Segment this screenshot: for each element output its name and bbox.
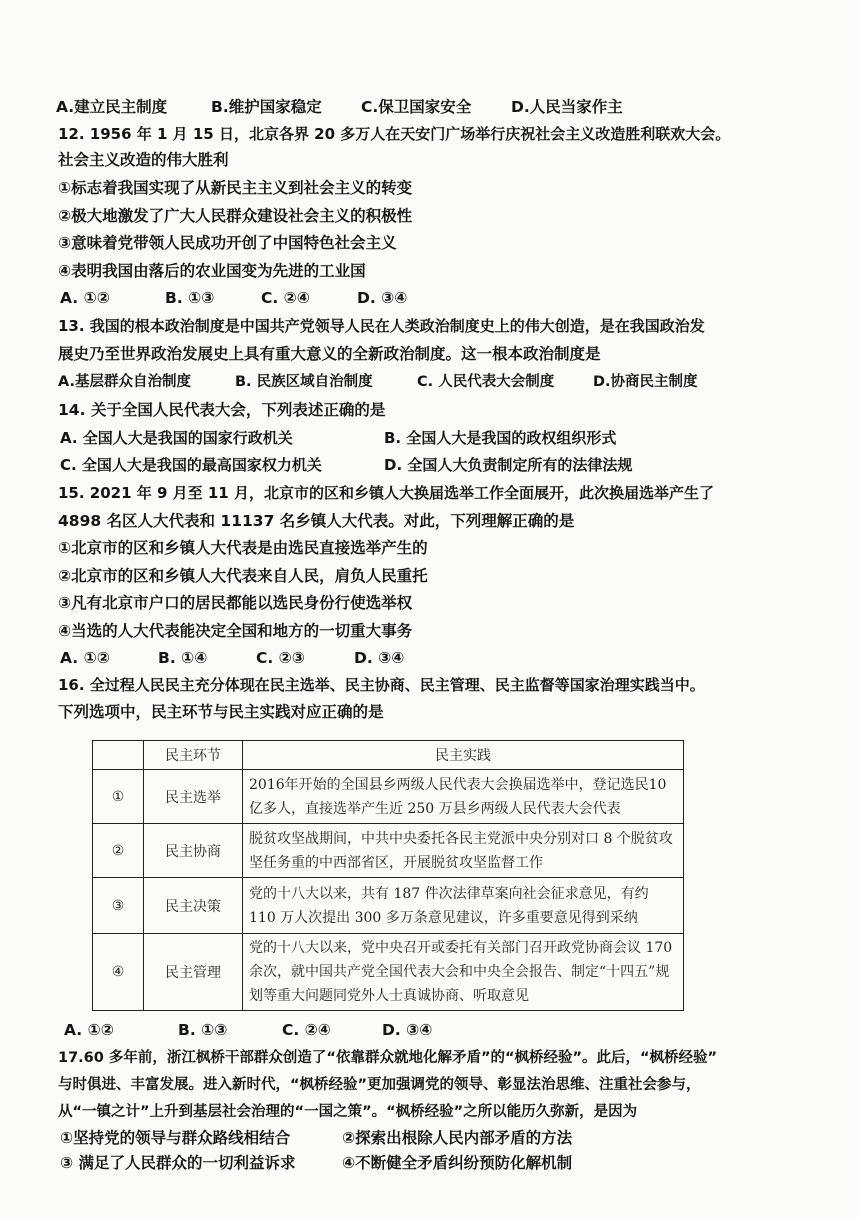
option-a[interactable]: A. ①② bbox=[60, 649, 110, 667]
q15-item-1: ①北京市的区和乡镇人大代表是由选民直接选举产生的 bbox=[58, 539, 428, 557]
option-c[interactable]: C. ②④ bbox=[282, 1021, 331, 1039]
q16-stem-line2: 下列选项中，民主环节与民主实践对应正确的是 bbox=[58, 703, 384, 721]
option-a[interactable]: A.建立民主制度 bbox=[56, 98, 168, 116]
option-b[interactable]: B.维护国家稳定 bbox=[211, 98, 322, 116]
q17-item-4: ④不断健全矛盾纠纷预防化解机制 bbox=[342, 1154, 573, 1172]
q15-stem-line2: 4898 名区人大代表和 11137 名乡镇人大代表。对此，下列理解正确的是 bbox=[58, 512, 575, 530]
option-c[interactable]: C. ②④ bbox=[261, 289, 310, 307]
option-d[interactable]: D.人民当家作主 bbox=[511, 98, 623, 116]
option-a[interactable]: A. ①② bbox=[60, 289, 110, 307]
q12-item-3: ③意味着党带领人民成功开创了中国特色社会主义 bbox=[58, 234, 397, 252]
q12-stem-line2: 社会主义改造的伟大胜利 bbox=[58, 151, 229, 169]
table-header-row bbox=[93, 741, 684, 770]
table-row bbox=[93, 770, 684, 824]
header-number bbox=[93, 741, 144, 770]
table-row bbox=[93, 824, 684, 878]
row-number: ③ bbox=[93, 878, 144, 934]
q15-item-3: ③凡有北京市户口的居民都能以选民身份行使选举权 bbox=[58, 594, 413, 612]
option-b[interactable]: B. ①③ bbox=[178, 1021, 228, 1039]
democracy-practice-table bbox=[92, 740, 684, 1011]
row-link: 民主决策 bbox=[144, 878, 243, 934]
q12-stem-line1: 12. 1956 年 1 月 15 日，北京各界 20 多万人在天安门广场举行庆祝社会主义改造胜利联欢大会。 bbox=[58, 125, 731, 143]
q14-options-row1 bbox=[60, 426, 616, 450]
q12-options bbox=[60, 286, 407, 310]
row-link: 民主协商 bbox=[144, 824, 243, 878]
header-practice: 民主实践 bbox=[243, 741, 684, 770]
table-row bbox=[93, 878, 684, 934]
option-d[interactable]: D. ③④ bbox=[357, 289, 408, 307]
q12-item-2: ②极大地激发了广大人民群众建设社会主义的积极性 bbox=[58, 207, 413, 225]
q12-item-1: ①标志着我国实现了从新民主主义到社会主义的转变 bbox=[58, 179, 413, 197]
q17-item-2: ②探索出根除人民内部矛盾的方法 bbox=[342, 1129, 573, 1147]
q16-options bbox=[64, 1018, 432, 1042]
option-d[interactable]: D. ③④ bbox=[382, 1021, 433, 1039]
q17-item-1: ①坚持党的领导与群众路线相结合 bbox=[60, 1129, 291, 1147]
row-number: ④ bbox=[93, 934, 144, 1011]
row-link: 民主管理 bbox=[144, 934, 243, 1011]
option-b[interactable]: B. 民族区域自治制度 bbox=[235, 374, 373, 390]
table-row bbox=[93, 934, 684, 1011]
row-practice: 脱贫攻坚战期间，中共中央委托各民主党派中央分别对口 8 个脱贫攻坚任务重的中西部省区，开展脱贫攻坚监督工作 bbox=[243, 824, 684, 878]
option-b[interactable]: B. ①③ bbox=[165, 289, 215, 307]
q15-options bbox=[60, 646, 404, 670]
q13-stem-line1: 13. 我国的根本政治制度是中国共产党领导人民在人类政治制度史上的伟大创造，是在我国政治发 bbox=[58, 317, 705, 335]
row-practice: 党的十八大以来，党中央召开或委托有关部门召开政党协商会议 170 余次，就中国共产党全国代表大会和中央全会报告、制定“十四五”规划等重大问题同党外人士真诚协商、听取意见 bbox=[243, 934, 684, 1011]
option-b[interactable]: B. ①④ bbox=[158, 649, 208, 667]
q17-stem-line2: 与时俱进、丰富发展。进入新时代，“枫桥经验”更加强调党的领导、彰显法治思维、注重社会参与， bbox=[58, 1077, 701, 1093]
option-d[interactable]: D. 全国人大负责制定所有的法律法规 bbox=[384, 456, 633, 474]
q14-stem: 14. 关于全国人民代表大会，下列表述正确的是 bbox=[58, 401, 386, 419]
row-practice: 党的十八大以来，共有 187 件次法律草案向社会征求意见，有约 110 万人次提出 300 多万条意见建议，许多重要意见得到采纳 bbox=[243, 878, 684, 934]
option-a[interactable]: A. 全国人大是我国的国家行政机关 bbox=[60, 429, 293, 447]
option-c[interactable]: C. ②③ bbox=[256, 649, 305, 667]
q15-item-2: ②北京市的区和乡镇人大代表来自人民，肩负人民重托 bbox=[58, 567, 428, 585]
row-practice: 2016年开始的全国县乡两级人民代表大会换届选举中，登记选民10亿多人，直接选举产生近 250 万县乡两级人民代表大会代表 bbox=[243, 770, 684, 824]
header-link: 民主环节 bbox=[144, 741, 243, 770]
option-a[interactable]: A. ①② bbox=[64, 1021, 114, 1039]
option-d[interactable]: D. ③④ bbox=[354, 649, 405, 667]
option-c[interactable]: C. 人民代表大会制度 bbox=[417, 374, 555, 390]
q17-item-3: ③ 满足了人民群众的一切利益诉求 bbox=[60, 1154, 296, 1172]
q15-item-4: ④当选的人大代表能决定全国和地方的一切重大事务 bbox=[58, 622, 413, 640]
q13-stem-line2: 展史乃至世界政治发展史上具有重大意义的全新政治制度。这一根本政治制度是 bbox=[58, 345, 601, 363]
q11-options bbox=[56, 95, 623, 119]
q13-options bbox=[58, 370, 698, 394]
option-c[interactable]: C. 全国人大是我国的最高国家权力机关 bbox=[60, 456, 322, 474]
option-c[interactable]: C.保卫国家安全 bbox=[361, 98, 472, 116]
q16-stem-line1: 16. 全过程人民民主充分体现在民主选举、民主协商、民主管理、民主监督等国家治理实践当中。 bbox=[58, 676, 705, 694]
option-b[interactable]: B. 全国人大是我国的政权组织形式 bbox=[384, 429, 617, 447]
q12-item-4: ④表明我国由落后的农业国变为先进的工业国 bbox=[58, 262, 366, 280]
option-d[interactable]: D.协商民主制度 bbox=[593, 374, 698, 390]
q17-stem-line1: 17.60 多年前，浙江枫桥干部群众创造了“依靠群众就地化解矛盾”的“枫桥经验”。此后，“枫桥经验” bbox=[58, 1050, 718, 1066]
q14-options-row2 bbox=[60, 453, 632, 477]
row-link: 民主选举 bbox=[144, 770, 243, 824]
option-a[interactable]: A.基层群众自治制度 bbox=[58, 374, 191, 390]
row-number: ② bbox=[93, 824, 144, 878]
q15-stem-line1: 15. 2021 年 9 月至 11 月，北京市的区和乡镇人大换届选举工作全面展开，此次换届选举产生了 bbox=[58, 484, 714, 502]
q17-stem-line3: 从“一镇之计”上升到基层社会治理的“一国之策”。“枫桥经验”之所以能历久弥新，是因为 bbox=[58, 1104, 638, 1120]
row-number: ① bbox=[93, 770, 144, 824]
